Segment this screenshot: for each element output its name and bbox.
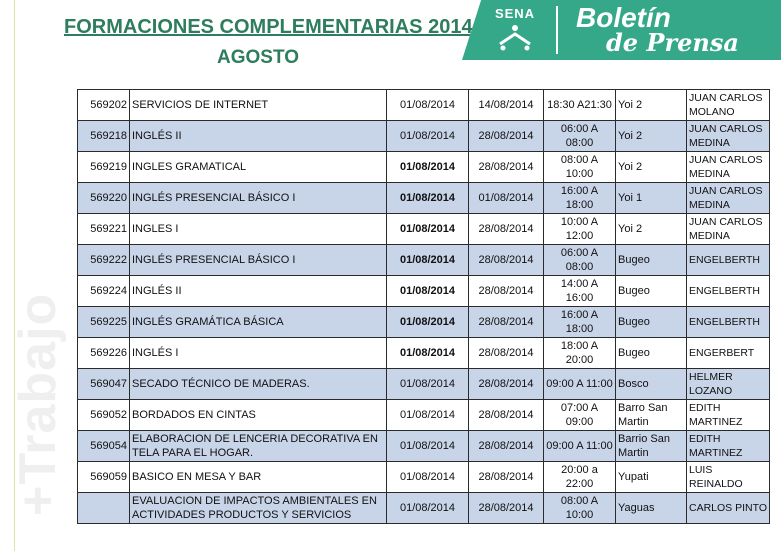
table-row — [78, 369, 770, 400]
page-subtitle: AGOSTO — [217, 47, 299, 68]
instructor-cell: JUAN CARLOS MEDINA — [687, 121, 770, 152]
end-date-cell: 28/08/2014 — [469, 369, 544, 400]
instructor-cell: ENGELBERTH — [687, 307, 770, 338]
instructor-cell: JUAN CARLOS MEDINA — [687, 152, 770, 183]
location-cell: Bugeo — [616, 245, 687, 276]
schedule-cell: 06:00 A 08:00 — [544, 121, 616, 152]
table-row — [78, 245, 770, 276]
course-code-cell: 569054 — [78, 431, 130, 462]
instructor-cell: JUAN CARLOS MEDINA — [687, 183, 770, 214]
start-date-cell: 01/08/2014 — [387, 400, 469, 431]
course-code-cell: 569220 — [78, 183, 130, 214]
start-date-cell: 01/08/2014 — [387, 307, 469, 338]
course-code-cell: 569052 — [78, 400, 130, 431]
end-date-cell: 14/08/2014 — [469, 90, 544, 121]
table-row — [78, 152, 770, 183]
sena-logo-mark-icon — [498, 24, 532, 52]
schedule-cell: 14:00 A 16:00 — [544, 276, 616, 307]
instructor-cell: EDITH MARTINEZ — [687, 400, 770, 431]
page-title: FORMACIONES COMPLEMENTARIAS 2014 — [64, 16, 473, 38]
end-date-cell: 28/08/2014 — [469, 276, 544, 307]
table-row — [78, 307, 770, 338]
location-cell: Bugeo — [616, 338, 687, 369]
end-date-cell: 28/08/2014 — [469, 462, 544, 493]
schedule-cell: 16:00 A 18:00 — [544, 307, 616, 338]
instructor-cell: JUAN CARLOS MOLANO — [687, 90, 770, 121]
course-code-cell: 569224 — [78, 276, 130, 307]
course-code-cell: 569221 — [78, 214, 130, 245]
end-date-cell: 28/08/2014 — [469, 493, 544, 524]
start-date-cell: 01/08/2014 — [387, 338, 469, 369]
course-name-cell: INGLÉS I — [130, 338, 387, 369]
location-cell: Yoi 1 — [616, 183, 687, 214]
schedule-cell: 08:00 A 10:00 — [544, 493, 616, 524]
course-code-cell — [78, 493, 130, 524]
banner-title: Boletín — [576, 2, 671, 33]
table-row — [78, 121, 770, 152]
end-date-cell: 28/08/2014 — [469, 121, 544, 152]
location-cell: Yaguas — [616, 493, 687, 524]
location-cell: Bugeo — [616, 307, 687, 338]
start-date-cell: 01/08/2014 — [387, 462, 469, 493]
instructor-cell: ENGERBERT — [687, 338, 770, 369]
table-row — [78, 462, 770, 493]
instructor-cell: CARLOS PINTO — [687, 493, 770, 524]
location-cell: Yoi 2 — [616, 214, 687, 245]
start-date-cell: 01/08/2014 — [387, 90, 469, 121]
table-row — [78, 493, 770, 524]
course-code-cell: 569222 — [78, 245, 130, 276]
start-date-cell: 01/08/2014 — [387, 276, 469, 307]
schedule-cell: 08:00 A 10:00 — [544, 152, 616, 183]
sena-logo-text: SENA — [494, 6, 536, 21]
course-name-cell: INGLES I — [130, 214, 387, 245]
end-date-cell: 28/08/2014 — [469, 307, 544, 338]
course-code-cell: 569059 — [78, 462, 130, 493]
schedule-cell: 09:00 A 11:00 — [544, 431, 616, 462]
course-name-cell: ELABORACION DE LENCERIA DECORATIVA EN TELA PARA EL HOGAR. — [130, 431, 387, 462]
instructor-cell: EDITH MARTINEZ — [687, 431, 770, 462]
course-name-cell: INGLES GRAMATICAL — [130, 152, 387, 183]
end-date-cell: 28/08/2014 — [469, 338, 544, 369]
location-cell: Yoi 2 — [616, 152, 687, 183]
banner-divider — [556, 6, 558, 54]
schedule-cell: 18:00 A 20:00 — [544, 338, 616, 369]
start-date-cell: 01/08/2014 — [387, 152, 469, 183]
course-name-cell: BORDADOS EN CINTAS — [130, 400, 387, 431]
start-date-cell: 01/08/2014 — [387, 183, 469, 214]
end-date-cell: 28/08/2014 — [469, 152, 544, 183]
end-date-cell: 28/08/2014 — [469, 245, 544, 276]
course-code-cell: 569202 — [78, 90, 130, 121]
end-date-cell: 28/08/2014 — [469, 400, 544, 431]
course-code-cell: 569226 — [78, 338, 130, 369]
schedule-cell: 20:00 a 22:00 — [544, 462, 616, 493]
location-cell: Barro San Martin — [616, 400, 687, 431]
start-date-cell: 01/08/2014 — [387, 493, 469, 524]
course-code-cell: 569047 — [78, 369, 130, 400]
courses-table — [77, 89, 770, 524]
schedule-cell: 07:00 A 09:00 — [544, 400, 616, 431]
instructor-cell: ENGELBERTH — [687, 245, 770, 276]
course-name-cell: SECADO TÉCNICO DE MADERAS. — [130, 369, 387, 400]
start-date-cell: 01/08/2014 — [387, 121, 469, 152]
table-row — [78, 276, 770, 307]
course-name-cell: INGLÉS PRESENCIAL BÁSICO I — [130, 245, 387, 276]
course-name-cell: INGLÉS PRESENCIAL BÁSICO I — [130, 183, 387, 214]
location-cell: Yupati — [616, 462, 687, 493]
table-row — [78, 183, 770, 214]
course-name-cell: INGLÉS II — [130, 121, 387, 152]
table-row — [78, 90, 770, 121]
end-date-cell: 28/08/2014 — [469, 431, 544, 462]
instructor-cell: LUIS REINALDO — [687, 462, 770, 493]
start-date-cell: 01/08/2014 — [387, 245, 469, 276]
location-cell: Barrio San Martin — [616, 431, 687, 462]
course-code-cell: 569219 — [78, 152, 130, 183]
instructor-cell: HELMER LOZANO — [687, 369, 770, 400]
location-cell: Bosco — [616, 369, 687, 400]
schedule-cell: 10:00 A 12:00 — [544, 214, 616, 245]
start-date-cell: 01/08/2014 — [387, 431, 469, 462]
schedule-cell: 18:30 A21:30 — [544, 90, 616, 121]
location-cell: Yoi 2 — [616, 121, 687, 152]
table-row — [78, 400, 770, 431]
schedule-cell: 06:00 A 08:00 — [544, 245, 616, 276]
table-row — [78, 338, 770, 369]
course-name-cell: EVALUACION DE IMPACTOS AMBIENTALES EN ACTIVIDADES PRODUCTOS Y SERVICIOS — [130, 493, 387, 524]
course-name-cell: BASICO EN MESA Y BAR — [130, 462, 387, 493]
sena-logo — [484, 6, 546, 52]
course-name-cell: INGLÉS II — [130, 276, 387, 307]
table-row — [78, 431, 770, 462]
end-date-cell: 01/08/2014 — [469, 183, 544, 214]
start-date-cell: 01/08/2014 — [387, 214, 469, 245]
course-name-cell: SERVICIOS DE INTERNET — [130, 90, 387, 121]
instructor-cell: ENGELBERTH — [687, 276, 770, 307]
course-name-cell: INGLÉS GRAMÁTICA BÁSICA — [130, 307, 387, 338]
schedule-cell: 16:00 A 18:00 — [544, 183, 616, 214]
banner-subtitle: de Prensa — [606, 28, 739, 57]
end-date-cell: 28/08/2014 — [469, 214, 544, 245]
location-cell: Bugeo — [616, 276, 687, 307]
schedule-cell: 09:00 A 11:00 — [544, 369, 616, 400]
course-code-cell: 569225 — [78, 307, 130, 338]
watermark-text: +Trabajo — [9, 292, 67, 516]
location-cell: Yoi 2 — [616, 90, 687, 121]
start-date-cell: 01/08/2014 — [387, 369, 469, 400]
instructor-cell: JUAN CARLOS MEDINA — [687, 214, 770, 245]
table-row — [78, 214, 770, 245]
course-code-cell: 569218 — [78, 121, 130, 152]
